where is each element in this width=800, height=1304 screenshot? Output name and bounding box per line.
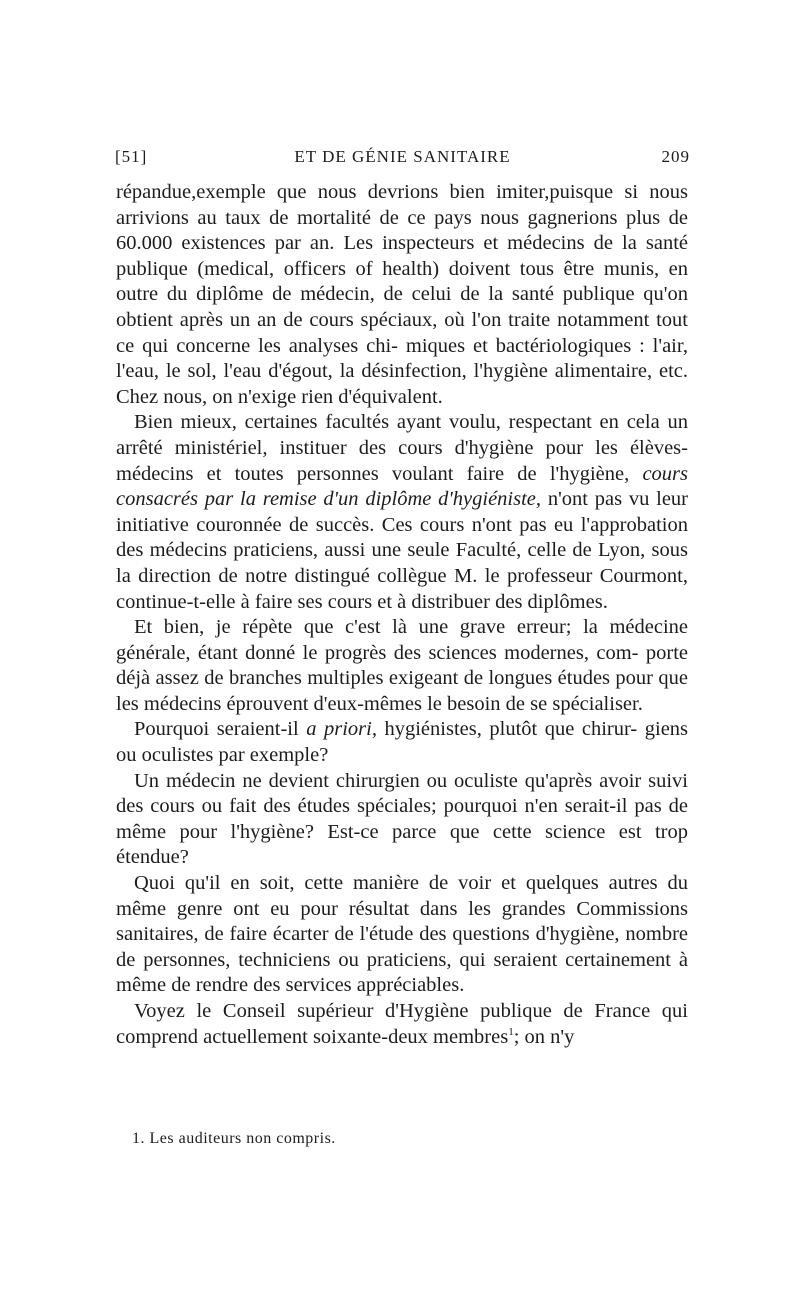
paragraph-2-end: n'ont pas vu leur initiative couronnée de succès. Ces cours n'ont pas eu l'approbation des médecins praticiens, aussi une seule Faculté, celle de Lyon, sous la direction de notre distingué collègue M. le professeur Courmont, continue-t-elle à faire ses cours et à distribuer des diplômes. [116, 488, 688, 613]
page-number: 209 [661, 147, 690, 166]
paragraph-4-end: hygiénistes, plutôt que chirur- giens ou oculistes par exemple? [116, 718, 689, 767]
paragraph-7-end: ; on n'y [513, 1025, 575, 1048]
paragraph-7 [116, 999, 688, 1050]
paragraph-4-italic: a priori, [306, 718, 377, 741]
paragraph-2-italic: cours consacrés par la remise d'un diplôme d'hygiéniste, [116, 462, 688, 511]
footnote: 1. Les auditeurs non compris. [132, 1130, 336, 1147]
page-reference: [51] [115, 147, 148, 166]
footnote-marker: 1 [508, 1025, 514, 1038]
paragraph-2 [116, 410, 688, 615]
paragraph-2-start: Bien mieux, certaines facultés ayant voulu, respectant en cela un arrêté ministériel, instituer des cours d'hygiène pour les élèves-médecins et toutes personnes voulant faire de l'hygiène, [116, 411, 688, 485]
running-header [115, 147, 690, 171]
paragraph-6: Quoi qu'il en soit, cette manière de voir et quelques autres du même genre ont eu pour résultat dans les grandes Commissions sanitaires, de faire écarter de l'étude des questions d'hygiène, nombre de personnes, techniciens ou praticiens, qui seraient certainement à même de rendre des services appréciables. [116, 872, 688, 997]
running-title: ET DE GÉNIE SANITAIRE [294, 147, 511, 166]
paragraph-5: Un médecin ne devient chirurgien ou oculiste qu'après avoir suivi des cours ou fait des études spéciales; pourquoi n'en serait-il pas de même pour l'hygiène? Est-ce parce que cette science est trop étendue? [116, 769, 688, 869]
paragraph-4-start: Pourquoi seraient-il [134, 718, 299, 741]
paragraph-4 [116, 717, 688, 768]
paragraph-3: Et bien, je répète que c'est là une grave erreur; la médecine générale, étant donné le progrès des sciences modernes, com- porte déjà assez de branches multiples exigeant de longues études pour que les médecins éprouvent d'eux-mêmes le besoin de se spécialiser. [116, 616, 688, 715]
main-text [116, 180, 688, 1050]
paragraph-7-start: Voyez le Conseil supérieur d'Hygiène publique de France qui comprend actuellement soixante-deux membres [116, 1000, 688, 1048]
paragraph-1: répandue,exemple que nous devrions bien imiter,puisque si nous arrivions au taux de mortalité de ce pays nous gagnerions plus de 60.000 existences par an. Les inspecteurs et médecins de la santé publique (medical, officers of health) doivent tous être munis, en outre du diplôme de médecin, de celui de la santé publique qu'on obtient après un an de cours spéciaux, où l'on traite notamment tout ce qui concerne les analyses chi- miques et bactériologiques : l'air, l'eau, le sol, l'eau d'égout, la désinfection, l'hygiène alimentaire, etc. Chez nous, on n'exige rien d'équivalent. [116, 181, 688, 408]
